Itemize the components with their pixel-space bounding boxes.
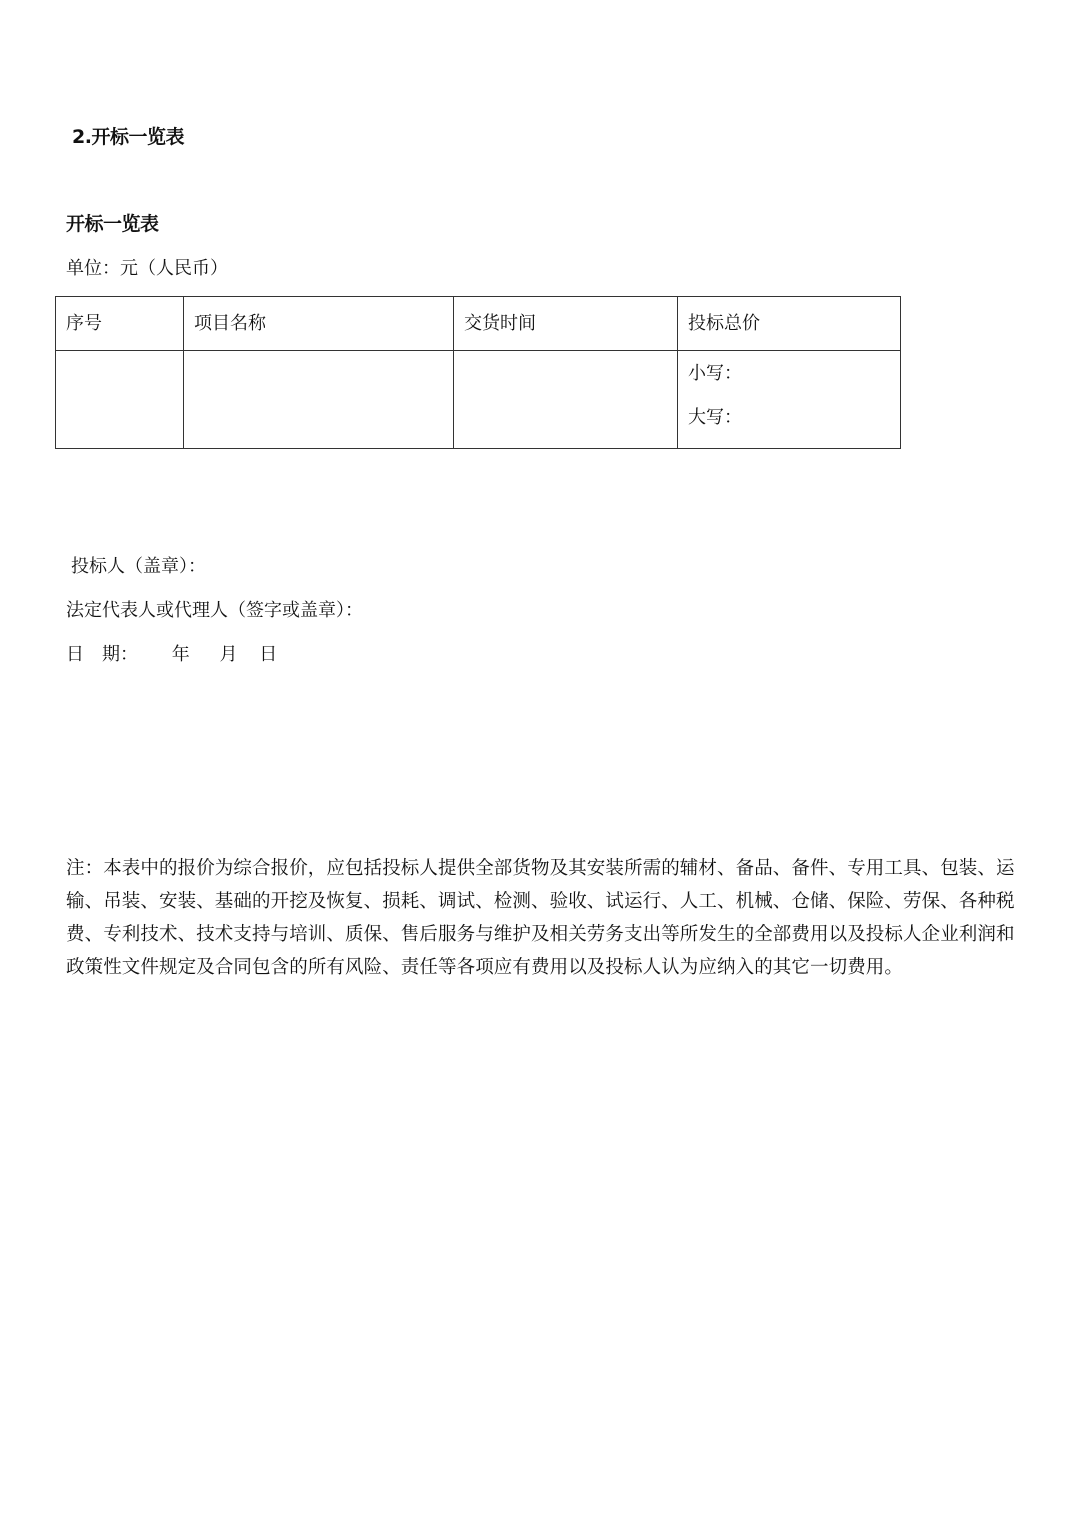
date-day: 日 — [259, 644, 278, 665]
cell-project-name[interactable] — [184, 351, 454, 449]
date-month: 月 — [219, 644, 238, 665]
price-uppercase-label: 大写： — [688, 407, 742, 428]
header-total-bid-price: 投标总价 — [678, 297, 901, 351]
date-line — [66, 640, 277, 666]
bid-summary-table — [55, 296, 901, 449]
bidder-seal-label: 投标人（盖章）： — [71, 556, 206, 577]
date-year: 年 — [171, 644, 190, 665]
date-label: 日 期： — [66, 644, 138, 665]
price-lowercase-label: 小写： — [688, 363, 742, 384]
cell-serial-number[interactable] — [56, 351, 184, 449]
currency-unit: 单位：元（人民币） — [66, 258, 228, 279]
header-project-name: 项目名称 — [184, 297, 454, 351]
cell-total-bid-price[interactable] — [678, 351, 901, 449]
table-row — [56, 351, 901, 449]
header-delivery-time: 交货时间 — [454, 297, 678, 351]
header-serial-number: 序号 — [56, 297, 184, 351]
section-title: 2.开标一览表 — [72, 126, 184, 148]
pricing-note: 注：本表中的报价为综合报价，应包括投标人提供全部货物及其安装所需的辅材、备品、备件、专用工具、包装、运输、吊装、安装、基础的开挖及恢复、损耗、调试、检测、验收、试运行、人工、机械、仓储、保险、劳保、各种税费、专利技术、技术支持与培训、质保、售后服务与维护及相关劳务支出等所发生的全部费用以及投标人企业利润和政策性文件规定及合同包含的所有风险、责任等各项应有费用以及投标人认为应纳入的其它一切费用。 — [66, 858, 1015, 978]
representative-signature-label: 法定代表人或代理人（签字或盖章）： — [66, 600, 363, 621]
cell-delivery-time[interactable] — [454, 351, 678, 449]
table-header-row — [56, 297, 901, 351]
table-title: 开标一览表 — [66, 213, 159, 235]
